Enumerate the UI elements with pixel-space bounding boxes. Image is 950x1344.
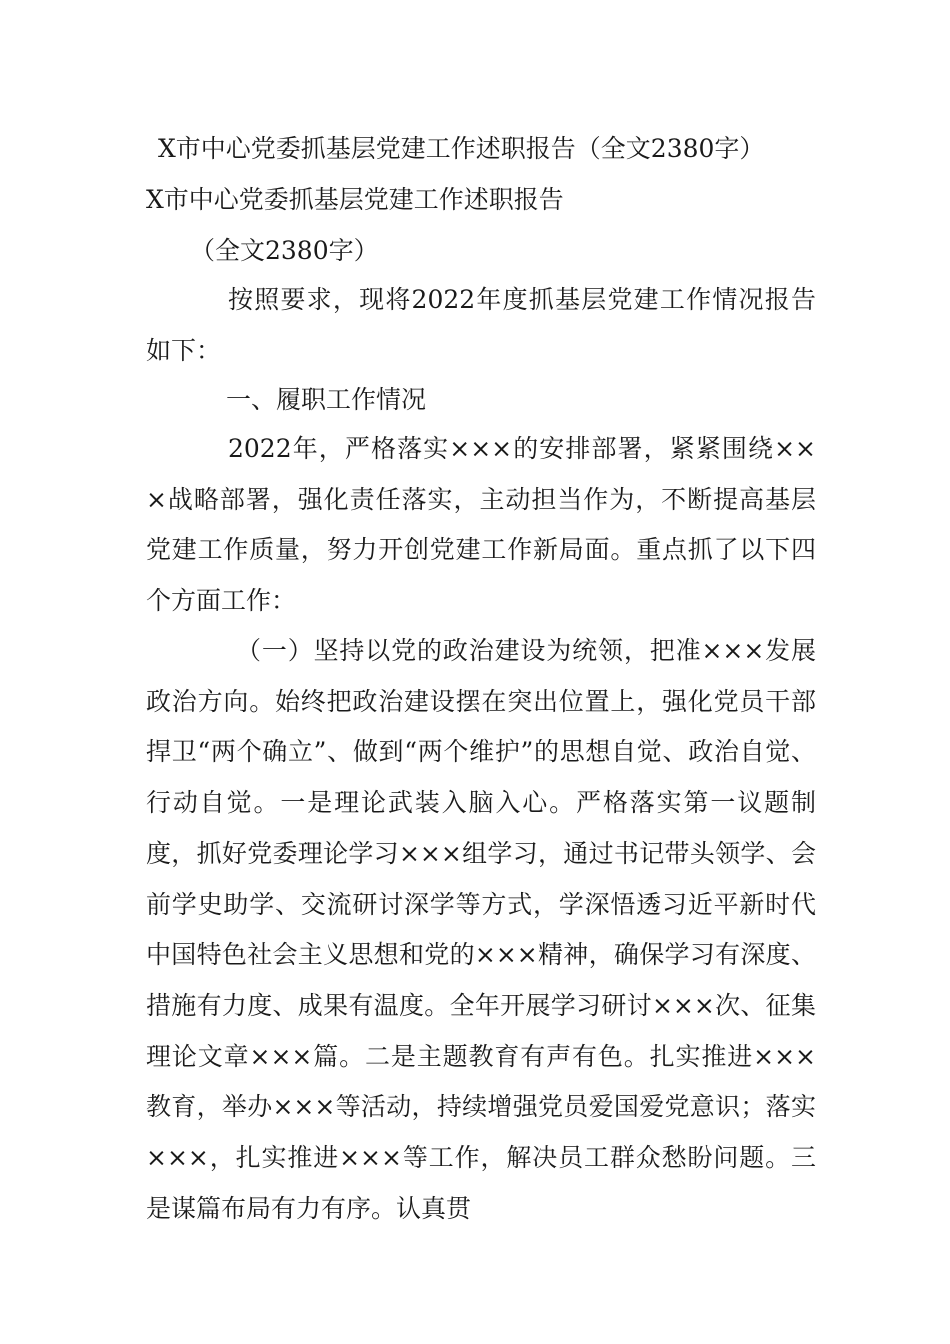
document-main-heading: X市中心党委抓基层党建工作述职报告（全文2380字） bbox=[158, 134, 765, 163]
section-1-title: 一、履职工作情况 bbox=[226, 385, 427, 414]
subsection-1-paragraph: （一）坚持以党的政治建设为统领，把准×××发展政治方向。始终把政治建设摆在突出位置上，强化党员干部捍卫“两个确立”、做到“两个维护”的思想自觉、政治自觉、行动自觉。一是理论武装入脑入心。严格落实第一议题制度，抓好党委理论学习×××组学习，通过书记带头领学、会前学史助学、交流研讨深学等方式，学深悟透习近平新时代中国特色社会主义思想和党的×××精神，确保学习有深度、措施有力度、成果有温度。全年开展学习研讨×××次、征集理论文章×××篇。二是主题教育有声有色。扎实推进×××教育，举办×××等活动，持续增强党员爱国爱党意识；落实×××，扎实推进×××等工作，解决员工群众愁盼问题。三是谋篇布局有力有序。认真贯 bbox=[146, 636, 816, 1223]
document-word-count: （全文2380字） bbox=[190, 236, 379, 265]
intro-paragraph: 按照要求，现将2022年度抓基层党建工作情况报告如下： bbox=[146, 285, 816, 365]
document-subheading: X市中心党委抓基层党建工作述职报告 bbox=[146, 185, 564, 214]
section-1-paragraph: 2022年，严格落实×××的安排部署，紧紧围绕×××战略部署，强化责任落实，主动担当作为，不断提高基层党建工作质量，努力开创党建工作新局面。重点抓了以下四个方面工作： bbox=[146, 434, 816, 616]
